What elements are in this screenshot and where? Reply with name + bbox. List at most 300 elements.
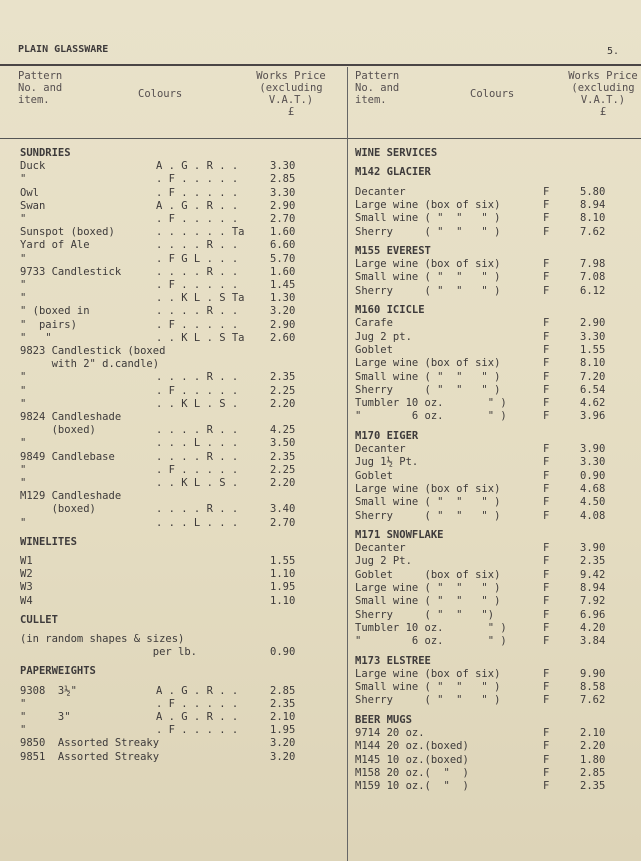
header-bottom-rule xyxy=(0,138,641,139)
price-row xyxy=(20,397,340,411)
item-name: " xyxy=(20,697,27,710)
price-row xyxy=(355,581,641,595)
item-price: 9.90 xyxy=(580,667,606,680)
item-name: " pairs) xyxy=(20,318,77,331)
price-row xyxy=(20,238,340,252)
item-name: " xyxy=(20,213,27,225)
item-price: 9.42 xyxy=(580,568,606,581)
item-price: 2.20 xyxy=(270,477,296,489)
item-name: " xyxy=(20,384,27,397)
section-heading xyxy=(20,664,340,678)
item-colours: F xyxy=(543,727,550,739)
item-name: 9824 Candleshade xyxy=(20,411,122,423)
item-name: 9823 Candlestick (boxed xyxy=(20,345,166,357)
item-price: 3.30 xyxy=(580,456,606,469)
item-price: 2.90 xyxy=(580,317,606,330)
section-title: M170 EIGER xyxy=(355,429,419,442)
price-row xyxy=(20,199,340,213)
item-colours: A . G . R . . xyxy=(156,199,239,212)
section-heading xyxy=(355,654,641,668)
item-price: 2.90 xyxy=(270,318,296,331)
item-name: W4 xyxy=(20,594,33,607)
item-name: Goblet xyxy=(355,469,393,482)
item-name: 9733 Candlestick xyxy=(20,265,122,278)
item-colours: . F . . . . . xyxy=(156,384,239,397)
item-colours: F xyxy=(543,212,550,225)
item-colours: F xyxy=(543,383,550,396)
section-title: M171 SNOWFLAKE xyxy=(355,528,444,541)
item-colours: F xyxy=(543,595,550,608)
section-heading xyxy=(355,146,641,160)
page-number: 5. xyxy=(606,46,619,57)
item-colours: F xyxy=(543,271,550,284)
price-row xyxy=(355,594,641,608)
item-name: Sherry ( " " " ) xyxy=(355,225,501,238)
section-heading xyxy=(355,713,641,727)
price-row xyxy=(355,680,641,694)
price-row xyxy=(355,766,641,780)
item-price: 1.95 xyxy=(270,724,296,737)
item-price: 2.35 xyxy=(270,371,296,384)
item-name: " xyxy=(20,173,27,186)
item-name: Jug 1½ Pt. xyxy=(355,456,419,469)
item-name: " " xyxy=(20,331,52,344)
section-title: SUNDRIES xyxy=(20,147,71,159)
item-name: " xyxy=(20,477,27,489)
item-name: Large wine (box of six) xyxy=(355,198,501,211)
right-price-column xyxy=(355,146,641,846)
item-name: Large wine (box of six) xyxy=(355,667,501,680)
item-name: " xyxy=(20,463,27,476)
item-colours: . . . . R . . xyxy=(156,265,239,278)
item-name: " xyxy=(20,252,27,265)
item-colours: F xyxy=(543,621,550,634)
price-row xyxy=(20,554,340,568)
item-colours: F xyxy=(543,509,550,522)
item-colours: F xyxy=(543,225,550,238)
section-title: WINELITES xyxy=(20,535,77,548)
price-row xyxy=(20,318,340,332)
item-name: Tumbler 10 oz. " ) xyxy=(355,621,507,634)
item-name: " xyxy=(20,371,27,384)
price-row xyxy=(355,608,641,622)
item-name: Sherry ( " " " ) xyxy=(355,694,501,707)
item-price: 4.08 xyxy=(580,509,606,522)
item-colours: A . G . R . . xyxy=(156,684,239,697)
item-colours: F xyxy=(543,555,550,568)
item-name: (boxed) xyxy=(20,503,96,516)
item-price: 3.20 xyxy=(270,305,296,318)
item-colours: F xyxy=(543,482,550,495)
item-price: 2.10 xyxy=(580,727,606,739)
item-name: 9851 Assorted Streaky xyxy=(20,750,160,763)
item-colours: . . K L . S . xyxy=(156,397,239,410)
price-row xyxy=(355,185,641,199)
item-name: " (boxed in xyxy=(20,305,90,318)
item-name: Small wine ( " " " ) xyxy=(355,370,501,383)
item-colours: F xyxy=(543,317,550,330)
item-name: Yard of Ale xyxy=(20,239,90,252)
item-colours: . F . . . . . xyxy=(156,724,239,737)
price-row xyxy=(20,304,340,318)
price-row xyxy=(355,568,641,582)
price-row xyxy=(355,634,641,648)
item-colours: F xyxy=(543,582,550,594)
item-price: 1.45 xyxy=(270,279,296,291)
item-name: Jug 2 pt. xyxy=(355,330,412,343)
item-name: Large wine (box of six) xyxy=(355,258,501,271)
header-pattern-right: Pattern No. and item. xyxy=(355,70,400,106)
item-price: 3.84 xyxy=(580,635,606,648)
item-price: 2.85 xyxy=(270,684,296,697)
item-colours: . . . L . . . xyxy=(156,437,239,450)
item-price: 6.12 xyxy=(580,284,606,297)
price-row xyxy=(20,252,340,266)
price-row xyxy=(355,396,641,410)
item-name: 9849 Candlebase xyxy=(20,450,115,463)
header-top-rule xyxy=(0,64,641,66)
item-price: 6.60 xyxy=(270,239,296,252)
price-row xyxy=(355,198,641,212)
item-price: 1.60 xyxy=(270,265,296,278)
item-name: M129 Candleshade xyxy=(20,490,122,503)
item-name: Goblet (box of six) xyxy=(355,568,501,581)
item-colours: F xyxy=(543,410,550,423)
item-price: 3.20 xyxy=(270,737,296,750)
item-colours: . . . . R . . xyxy=(156,305,239,318)
price-row xyxy=(20,736,340,750)
item-price: 3.30 xyxy=(270,186,296,199)
item-colours: . F G L . . . xyxy=(156,252,239,265)
item-price: 2.70 xyxy=(270,516,296,529)
item-price: 3.30 xyxy=(270,160,296,173)
item-colours: F xyxy=(543,185,550,198)
item-price: 2.35 xyxy=(270,697,296,710)
item-colours: . . . . R . . xyxy=(156,424,239,437)
price-row xyxy=(355,270,641,284)
item-price: 2.35 xyxy=(580,780,606,793)
item-colours: F xyxy=(543,443,550,455)
price-row xyxy=(355,257,641,271)
section-title: CULLET xyxy=(20,613,58,626)
item-name: M145 10 oz.(boxed) xyxy=(355,753,469,766)
item-price: 3.40 xyxy=(270,503,296,516)
price-row xyxy=(20,632,340,646)
item-name: 9850 Assorted Streaky xyxy=(20,737,160,750)
item-price: 5.70 xyxy=(270,252,296,265)
page-title: PLAIN GLASSWARE xyxy=(18,44,109,55)
item-name: " 6 oz. " ) xyxy=(355,410,507,423)
item-name: Sherry ( " " " ) xyxy=(355,509,501,522)
item-name: 9308 3½" xyxy=(20,684,77,697)
price-row xyxy=(355,316,641,330)
item-name: Duck xyxy=(20,160,46,173)
item-colours: F xyxy=(543,753,550,766)
item-colours: . F . . . . . xyxy=(156,186,239,199)
item-name: Small wine ( " " " ) xyxy=(355,595,501,608)
item-price: 1.55 xyxy=(270,555,296,567)
price-row xyxy=(20,567,340,581)
item-name: M144 20 oz.(boxed) xyxy=(355,740,469,753)
item-colours: . F . . . . . xyxy=(156,318,239,331)
item-name: Decanter xyxy=(355,542,406,555)
item-name: " xyxy=(20,397,27,410)
item-colours: F xyxy=(543,258,550,271)
section-heading xyxy=(20,535,340,549)
item-name: Small wine ( " " " ) xyxy=(355,496,501,509)
price-row xyxy=(20,291,340,305)
section-heading xyxy=(20,146,340,160)
item-name: Sherry ( " " " ) xyxy=(355,383,501,396)
price-row xyxy=(20,384,340,398)
item-name: M158 20 oz.( " ) xyxy=(355,766,469,779)
item-colours: . F . . . . . xyxy=(156,213,239,225)
price-row xyxy=(355,469,641,483)
item-price: 3.20 xyxy=(270,750,296,763)
item-name: Sherry ( " " ") xyxy=(355,608,495,621)
item-colours: A . G . R . . xyxy=(156,711,239,723)
item-name: " xyxy=(20,516,27,529)
item-colours: F xyxy=(543,635,550,648)
item-colours: F xyxy=(543,370,550,383)
item-colours: F xyxy=(543,608,550,621)
item-colours: F xyxy=(543,198,550,211)
item-price: 5.80 xyxy=(580,185,606,198)
item-price: 8.94 xyxy=(580,198,606,211)
item-colours: . . . . R . . xyxy=(156,503,239,516)
header-colours-right: Colours xyxy=(470,88,515,100)
item-price: 2.90 xyxy=(270,199,296,212)
price-row xyxy=(20,265,340,279)
price-row xyxy=(20,502,340,516)
section-title: WINE SERVICES xyxy=(355,147,438,159)
price-row xyxy=(20,476,340,490)
item-price: 2.25 xyxy=(270,384,296,397)
item-price: 2.10 xyxy=(270,711,296,723)
item-colours: F xyxy=(543,568,550,581)
item-colours: F xyxy=(543,542,550,555)
price-row xyxy=(20,186,340,200)
item-colours: A . G . R . . xyxy=(156,160,239,173)
price-row xyxy=(355,211,641,225)
item-name: W3 xyxy=(20,581,33,594)
price-row xyxy=(20,645,340,659)
item-price: 2.35 xyxy=(580,555,606,568)
price-row xyxy=(20,410,340,424)
price-row xyxy=(20,212,340,226)
item-name: Owl xyxy=(20,186,39,199)
price-row xyxy=(20,344,340,358)
price-row xyxy=(355,225,641,239)
left-price-column xyxy=(20,146,340,846)
item-name: (in random shapes & sizes) xyxy=(20,633,185,645)
price-row xyxy=(20,450,340,464)
price-row xyxy=(355,356,641,370)
price-row xyxy=(355,739,641,753)
price-row xyxy=(20,594,340,608)
price-row xyxy=(20,436,340,450)
item-price: 7.08 xyxy=(580,271,606,284)
item-name: Large wine (box of six) xyxy=(355,482,501,495)
price-row xyxy=(355,482,641,496)
item-colours: . . . L . . . xyxy=(156,516,239,529)
item-price: 8.94 xyxy=(580,582,606,594)
item-price: 7.98 xyxy=(580,258,606,271)
header-price-right: Works Price (excluding V.A.T.) £ xyxy=(568,70,638,118)
item-price: 4.25 xyxy=(270,424,296,437)
item-colours: . F . . . . . xyxy=(156,279,239,291)
item-colours: F xyxy=(543,740,550,753)
item-price: 1.10 xyxy=(270,568,296,581)
item-name: Carafe xyxy=(355,317,393,330)
section-heading xyxy=(355,429,641,443)
item-colours: F xyxy=(543,357,550,370)
item-name: Tumbler 10 oz. " ) xyxy=(355,397,507,410)
item-price: 7.20 xyxy=(580,370,606,383)
item-name: Sherry ( " " " ) xyxy=(355,284,501,297)
item-price: 8.10 xyxy=(580,212,606,225)
item-name: Large wine (box of six) xyxy=(355,357,501,370)
item-colours: . . . . R . . xyxy=(156,239,239,252)
item-name: Small wine ( " " " ) xyxy=(355,212,501,225)
price-row xyxy=(355,509,641,523)
item-price: 8.10 xyxy=(580,357,606,370)
item-price: 3.90 xyxy=(580,443,606,455)
header-price-left: Works Price (excluding V.A.T.) £ xyxy=(256,70,326,118)
item-price: 2.70 xyxy=(270,213,296,225)
item-colours: . . . . R . . xyxy=(156,450,239,463)
price-row xyxy=(20,370,340,384)
item-name: Small wine ( " " " ) xyxy=(355,271,501,284)
section-title: BEER MUGS xyxy=(355,713,412,726)
column-divider xyxy=(347,67,348,861)
section-heading xyxy=(20,613,340,627)
item-colours: F xyxy=(543,456,550,469)
item-colours: F xyxy=(543,681,550,694)
price-row xyxy=(355,621,641,635)
price-row xyxy=(355,284,641,298)
item-name: " 6 oz. " ) xyxy=(355,635,507,648)
item-colours: . . . . R . . xyxy=(156,371,239,384)
item-colours: F xyxy=(543,284,550,297)
item-price: 2.25 xyxy=(270,463,296,476)
section-title: M155 EVEREST xyxy=(355,244,431,257)
item-colours: F xyxy=(543,694,550,707)
price-row xyxy=(355,693,641,707)
price-row xyxy=(355,343,641,357)
item-colours: F xyxy=(543,667,550,680)
item-price: 7.92 xyxy=(580,595,606,608)
price-row xyxy=(355,753,641,767)
price-row xyxy=(355,554,641,568)
item-price: 1.30 xyxy=(270,292,296,305)
item-price: 6.96 xyxy=(580,608,606,621)
item-price: 2.60 xyxy=(270,331,296,344)
item-name: Swan xyxy=(20,199,46,212)
price-row xyxy=(355,726,641,740)
price-row xyxy=(20,331,340,345)
price-row xyxy=(20,710,340,724)
price-row xyxy=(355,409,641,423)
price-row xyxy=(355,667,641,681)
item-colours: F xyxy=(543,343,550,356)
item-price: 1.80 xyxy=(580,753,606,766)
item-price: 4.62 xyxy=(580,397,606,410)
price-row xyxy=(20,489,340,503)
header-colours-left: Colours xyxy=(138,88,183,100)
item-name: 9714 20 oz. xyxy=(355,727,425,739)
item-colours: . . K L . S Ta xyxy=(156,331,245,344)
item-colours: F xyxy=(543,780,550,793)
item-price: 7.62 xyxy=(580,694,606,707)
item-price: 2.20 xyxy=(580,740,606,753)
price-row xyxy=(355,779,641,793)
section-title: M160 ICICLE xyxy=(355,304,425,316)
section-title: PAPERWEIGHTS xyxy=(20,665,96,678)
price-row xyxy=(20,357,340,371)
item-name: " xyxy=(20,279,27,291)
item-colours: . F . . . . . xyxy=(156,173,239,186)
item-colours: . F . . . . . xyxy=(156,697,239,710)
item-name: W2 xyxy=(20,568,33,581)
item-colours: . F . . . . . xyxy=(156,463,239,476)
item-name: (boxed) xyxy=(20,424,96,437)
price-row xyxy=(355,495,641,509)
price-row xyxy=(20,423,340,437)
item-colours: . . K L . S Ta xyxy=(156,292,245,305)
section-title: M173 ELSTREE xyxy=(355,654,431,667)
item-name: Jug 2 Pt. xyxy=(355,555,412,568)
price-row xyxy=(20,159,340,173)
item-price: 3.30 xyxy=(580,330,606,343)
item-price: 1.10 xyxy=(270,594,296,607)
item-price: 8.58 xyxy=(580,681,606,694)
item-price: 0.90 xyxy=(580,469,606,482)
item-price: 1.55 xyxy=(580,343,606,356)
price-row xyxy=(20,463,340,477)
price-row xyxy=(355,455,641,469)
price-row xyxy=(355,442,641,456)
section-heading xyxy=(355,303,641,317)
item-name: Small wine ( " " " ) xyxy=(355,681,501,694)
item-name: " xyxy=(20,724,27,737)
item-colours: . . K L . S . xyxy=(156,477,239,489)
item-price: 6.54 xyxy=(580,383,606,396)
item-name: Goblet xyxy=(355,343,393,356)
item-price: 2.85 xyxy=(580,766,606,779)
item-price: 1.60 xyxy=(270,226,296,239)
item-name: " xyxy=(20,437,27,450)
price-row xyxy=(355,383,641,397)
price-row xyxy=(20,723,340,737)
section-heading xyxy=(355,528,641,542)
item-price: 4.20 xyxy=(580,621,606,634)
item-name: Large wine ( " " " ) xyxy=(355,582,501,594)
price-row xyxy=(20,684,340,698)
price-row xyxy=(20,225,340,239)
price-row xyxy=(20,172,340,186)
item-price: 0.90 xyxy=(270,646,296,659)
item-name: Sunspot (boxed) xyxy=(20,226,115,239)
item-name: with 2" d.candle) xyxy=(20,358,160,371)
item-price: 4.68 xyxy=(580,482,606,495)
item-colours: F xyxy=(543,496,550,509)
item-price: 3.96 xyxy=(580,410,606,423)
item-price: 1.95 xyxy=(270,581,296,594)
item-colours: F xyxy=(543,397,550,410)
price-row xyxy=(355,370,641,384)
item-price: 7.62 xyxy=(580,225,606,238)
